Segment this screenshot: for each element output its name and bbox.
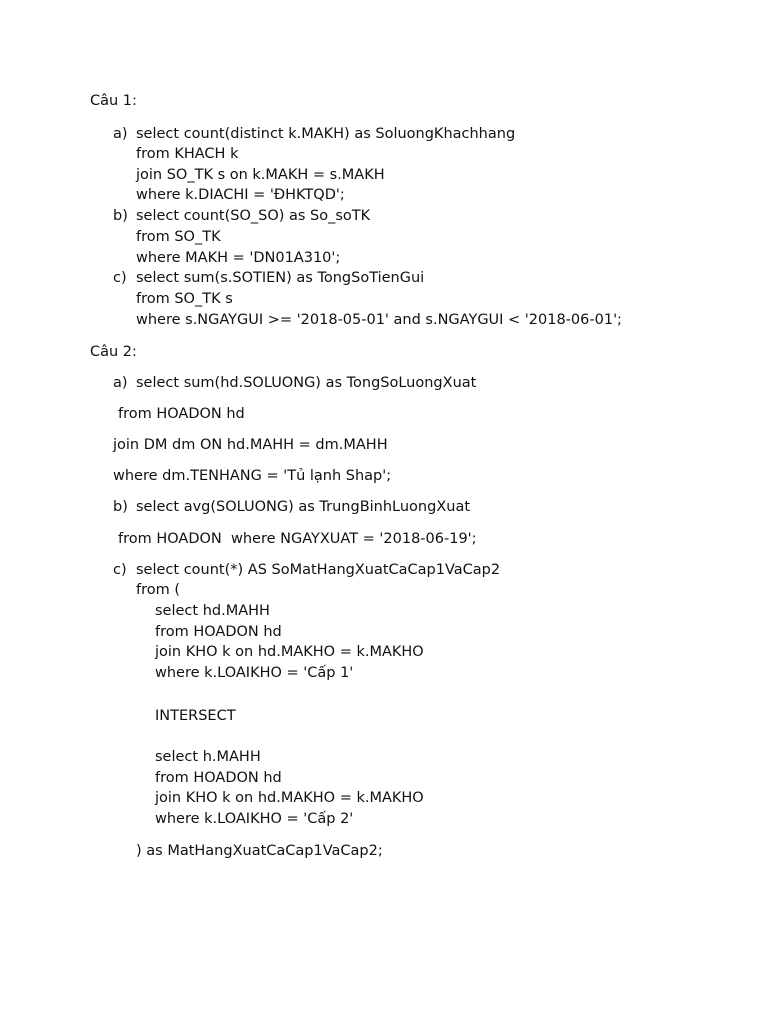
q2-c-line-10: join KHO k on hd.MAKHO = k.MAKHO [155, 790, 424, 806]
q2-c-marker: c) [113, 562, 127, 578]
q1-b-line-2: from SO_TK [136, 229, 221, 245]
q2-c-line-11: where k.LOAIKHO = 'Cấp 2' [155, 811, 354, 827]
q1-c-line-1: select sum(s.SOTIEN) as TongSoTienGui [136, 270, 425, 286]
q1-a-line-4: where k.DIACHI = 'ĐHKTQD'; [136, 187, 345, 203]
q1-b-line-3: where MAKH = 'DN01A310'; [136, 250, 341, 266]
q2-a-line-4: where dm.TENHANG = 'Tủ lạnh Shap'; [113, 468, 392, 484]
q1-a-marker: a) [113, 126, 128, 142]
q2-c-line-12: ) as MatHangXuatCaCap1VaCap2; [136, 843, 383, 859]
q2-c-line-1: select count(*) AS SoMatHangXuatCaCap1VaCap2 [136, 562, 501, 578]
question-1-heading: Câu 1: [90, 93, 137, 109]
q2-a-line-3: join DM dm ON hd.MAHH = dm.MAHH [113, 437, 388, 453]
q2-c-line-9: from HOADON hd [155, 770, 282, 786]
q1-a-line-1: select count(distinct k.MAKH) as SoluongKhachhang [136, 126, 516, 142]
q2-c-line-4: from HOADON hd [155, 624, 282, 640]
question-2-heading: Câu 2: [90, 344, 137, 360]
q2-a-line-1: select sum(hd.SOLUONG) as TongSoLuongXuat [136, 375, 477, 391]
q1-b-line-1: select count(SO_SO) as So_soTK [136, 208, 371, 224]
q2-a-marker: a) [113, 375, 128, 391]
q1-a-line-2: from KHACH k [136, 146, 239, 162]
q1-a-line-3: join SO_TK s on k.MAKH = s.MAKH [136, 167, 385, 183]
q1-b-marker: b) [113, 208, 128, 224]
q1-c-line-3: where s.NGAYGUI >= '2018-05-01' and s.NGAYGUI < '2018-06-01'; [136, 312, 622, 328]
q2-c-line-3: select hd.MAHH [155, 603, 270, 619]
q2-b-line-2: from HOADON where NGAYXUAT = '2018-06-19'; [118, 531, 477, 547]
q2-c-line-7: INTERSECT [155, 708, 236, 724]
q2-c-line-5: join KHO k on hd.MAKHO = k.MAKHO [155, 644, 424, 660]
q2-a-line-2: from HOADON hd [118, 406, 245, 422]
q2-c-line-8: select h.MAHH [155, 749, 261, 765]
q2-c-line-2: from ( [136, 582, 181, 598]
q1-c-line-2: from SO_TK s [136, 291, 233, 307]
q1-c-marker: c) [113, 270, 127, 286]
q2-c-line-6: where k.LOAIKHO = 'Cấp 1' [155, 665, 354, 681]
q2-b-marker: b) [113, 499, 128, 515]
q2-b-line-1: select avg(SOLUONG) as TrungBinhLuongXuat [136, 499, 471, 515]
